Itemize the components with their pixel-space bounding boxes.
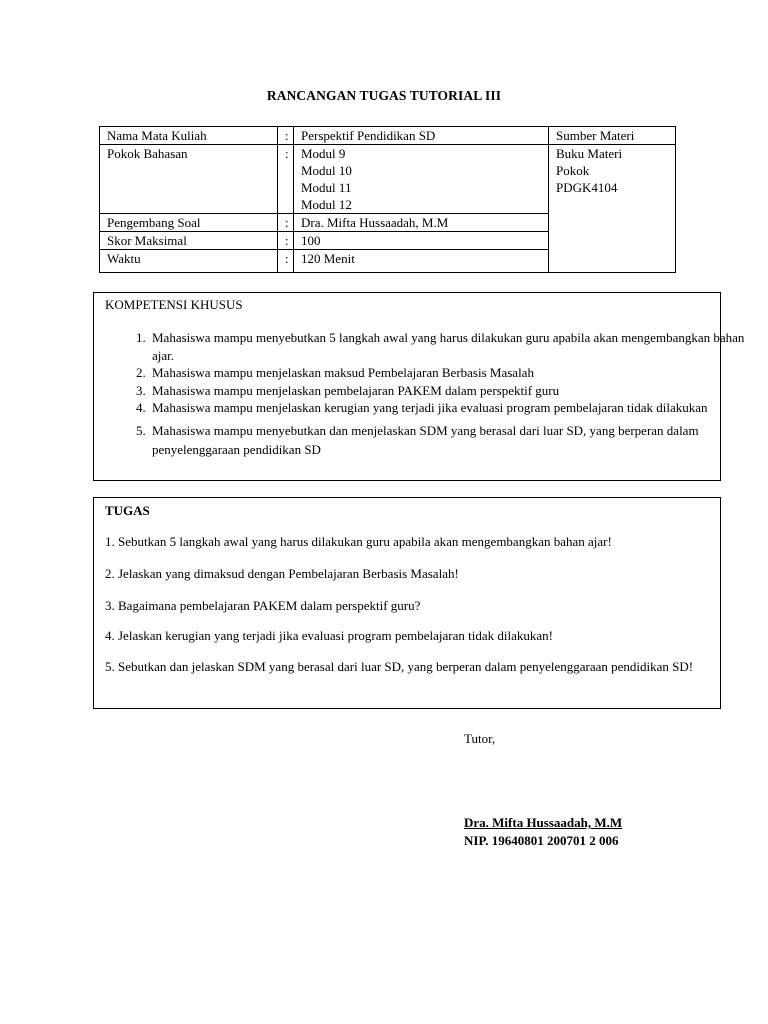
colon: : <box>278 214 294 232</box>
label-pokok-bahasan: Pokok Bahasan <box>100 145 278 214</box>
colon: : <box>278 250 294 273</box>
kompetensi-heading: KOMPETENSI KHUSUS <box>105 297 243 312</box>
page-title: RANCANGAN TUGAS TUTORIAL III <box>266 88 502 103</box>
value-waktu: 120 Menit <box>294 250 549 273</box>
label-skor-maksimal: Skor Maksimal <box>100 232 278 250</box>
colon: : <box>278 127 294 145</box>
value-skor-maksimal: 100 <box>294 232 549 250</box>
label-pengembang-soal: Pengembang Soal <box>100 214 278 232</box>
value-mata-kuliah: Perspektif Pendidikan SD <box>294 127 549 145</box>
value-pengembang-soal: Dra. Mifta Hussaadah, M.M <box>294 214 549 232</box>
label-sumber-materi: Sumber Materi <box>549 127 676 145</box>
signature-nip: NIP. 19640801 200701 2 006 <box>464 833 619 848</box>
list-item: 3. Mahasiswa mampu menjelaskan pembelajaran PAKEM dalam perspektif guru <box>149 382 754 400</box>
modul-line: Modul 11 <box>301 180 352 195</box>
task-item: 1. Sebutkan 5 langkah awal yang harus dilakukan guru apabila akan mengembangkan bahan ajar! <box>105 534 612 549</box>
sumber-line: Pokok <box>556 163 590 178</box>
colon: : <box>278 145 294 214</box>
task-item: 4. Jelaskan kerugian yang terjadi jika evaluasi program pembelajaran tidak dilakukan! <box>105 628 553 643</box>
list-item: 1. Mahasiswa mampu menyebutkan 5 langkah awal yang harus dilakukan guru apabila akan mengembangkan bahan ajar. <box>149 329 754 364</box>
modul-line: Modul 12 <box>301 197 352 212</box>
tugas-box <box>93 497 721 709</box>
list-item: 4. Mahasiswa mampu menjelaskan kerugian yang terjadi jika evaluasi program pembelajaran tidak dilakukan <box>149 399 754 417</box>
value-pokok-bahasan <box>294 145 549 214</box>
task-item: 3. Bagaimana pembelajaran PAKEM dalam perspektif guru? <box>105 598 421 613</box>
table-row <box>100 127 676 145</box>
value-sumber-materi <box>549 145 676 273</box>
tugas-heading: TUGAS <box>105 503 150 518</box>
task-item: 5. Sebutkan dan jelaskan SDM yang berasal dari luar SD, yang berperan dalam penyelenggaraan pendidikan SD! <box>105 659 694 674</box>
colon: : <box>278 232 294 250</box>
list-item: 5. Mahasiswa mampu menyebutkan dan menjelaskan SDM yang berasal dari luar SD, yang berperan dalam penyelenggaraan pendidikan SD <box>149 421 754 459</box>
task-item: 2. Jelaskan yang dimaksud dengan Pembelajaran Berbasis Masalah! <box>105 566 459 581</box>
signature-name: Dra. Mifta Hussaadah, M.M <box>464 815 623 830</box>
signature-role: Tutor, <box>464 731 496 746</box>
label-mata-kuliah: Nama Mata Kuliah <box>100 127 278 145</box>
list-item: 2. Mahasiswa mampu menjelaskan maksud Pembelajaran Berbasis Masalah <box>149 364 754 382</box>
course-info-table <box>99 126 676 273</box>
sumber-line: Buku Materi <box>556 146 623 161</box>
label-waktu: Waktu <box>100 250 278 273</box>
modul-line: Modul 9 <box>301 146 346 161</box>
modul-line: Modul 10 <box>301 163 352 178</box>
sumber-line: PDGK4104 <box>556 180 618 195</box>
kompetensi-box <box>93 292 745 481</box>
table-row <box>100 145 676 214</box>
kompetensi-list <box>104 329 754 459</box>
